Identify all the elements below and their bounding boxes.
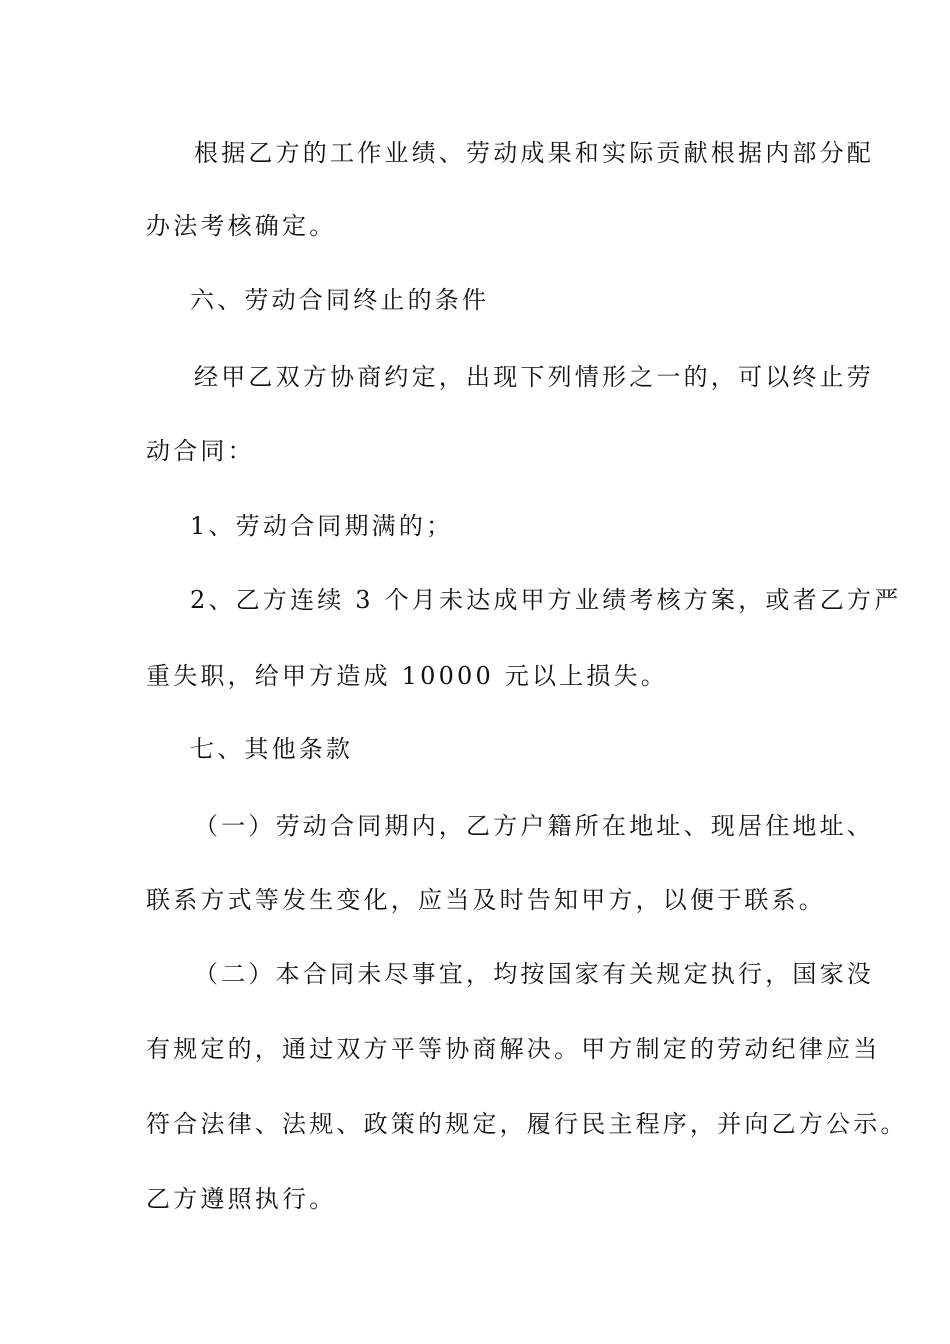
clause-2-line-4: 乙方遵照执行。 (146, 1185, 337, 1213)
paragraph-line-3: 经甲乙双方协商约定，出现下列情形之一的，可以终止劳 (194, 363, 874, 391)
clause-2-line-3: 符合法律、法规、政策的规定，履行民主程序，并向乙方公示。 (146, 1110, 908, 1138)
clause-2-line-1: （二）本合同未尽事宜，均按国家有关规定执行，国家没 (194, 960, 874, 988)
section-heading-7: 七、其他条款 (190, 735, 354, 763)
paragraph-line-2: 办法考核确定。 (146, 212, 337, 240)
list-item-2-cont: 重失职，给甲方造成 10000 元以上损失。 (146, 662, 669, 690)
section-heading-6: 六、劳动合同终止的条件 (190, 286, 490, 314)
paragraph-line-4: 动合同： (146, 437, 255, 465)
list-item-1: 1、劳动合同期满的； (190, 512, 454, 540)
clause-1-line-1: （一）劳动合同期内，乙方户籍所在地址、现居住地址、 (194, 812, 874, 840)
clause-2-line-2: 有规定的，通过双方平等协商解决。甲方制定的劳动纪律应当 (146, 1035, 881, 1063)
paragraph-line-1: 根据乙方的工作业绩、劳动成果和实际贡献根据内部分配 (194, 139, 874, 167)
list-item-2: 2、乙方连续 3 个月未达成甲方业绩考核方案，或者乙方严 (190, 586, 902, 614)
clause-1-line-2: 联系方式等发生变化，应当及时告知甲方，以便于联系。 (146, 886, 826, 914)
